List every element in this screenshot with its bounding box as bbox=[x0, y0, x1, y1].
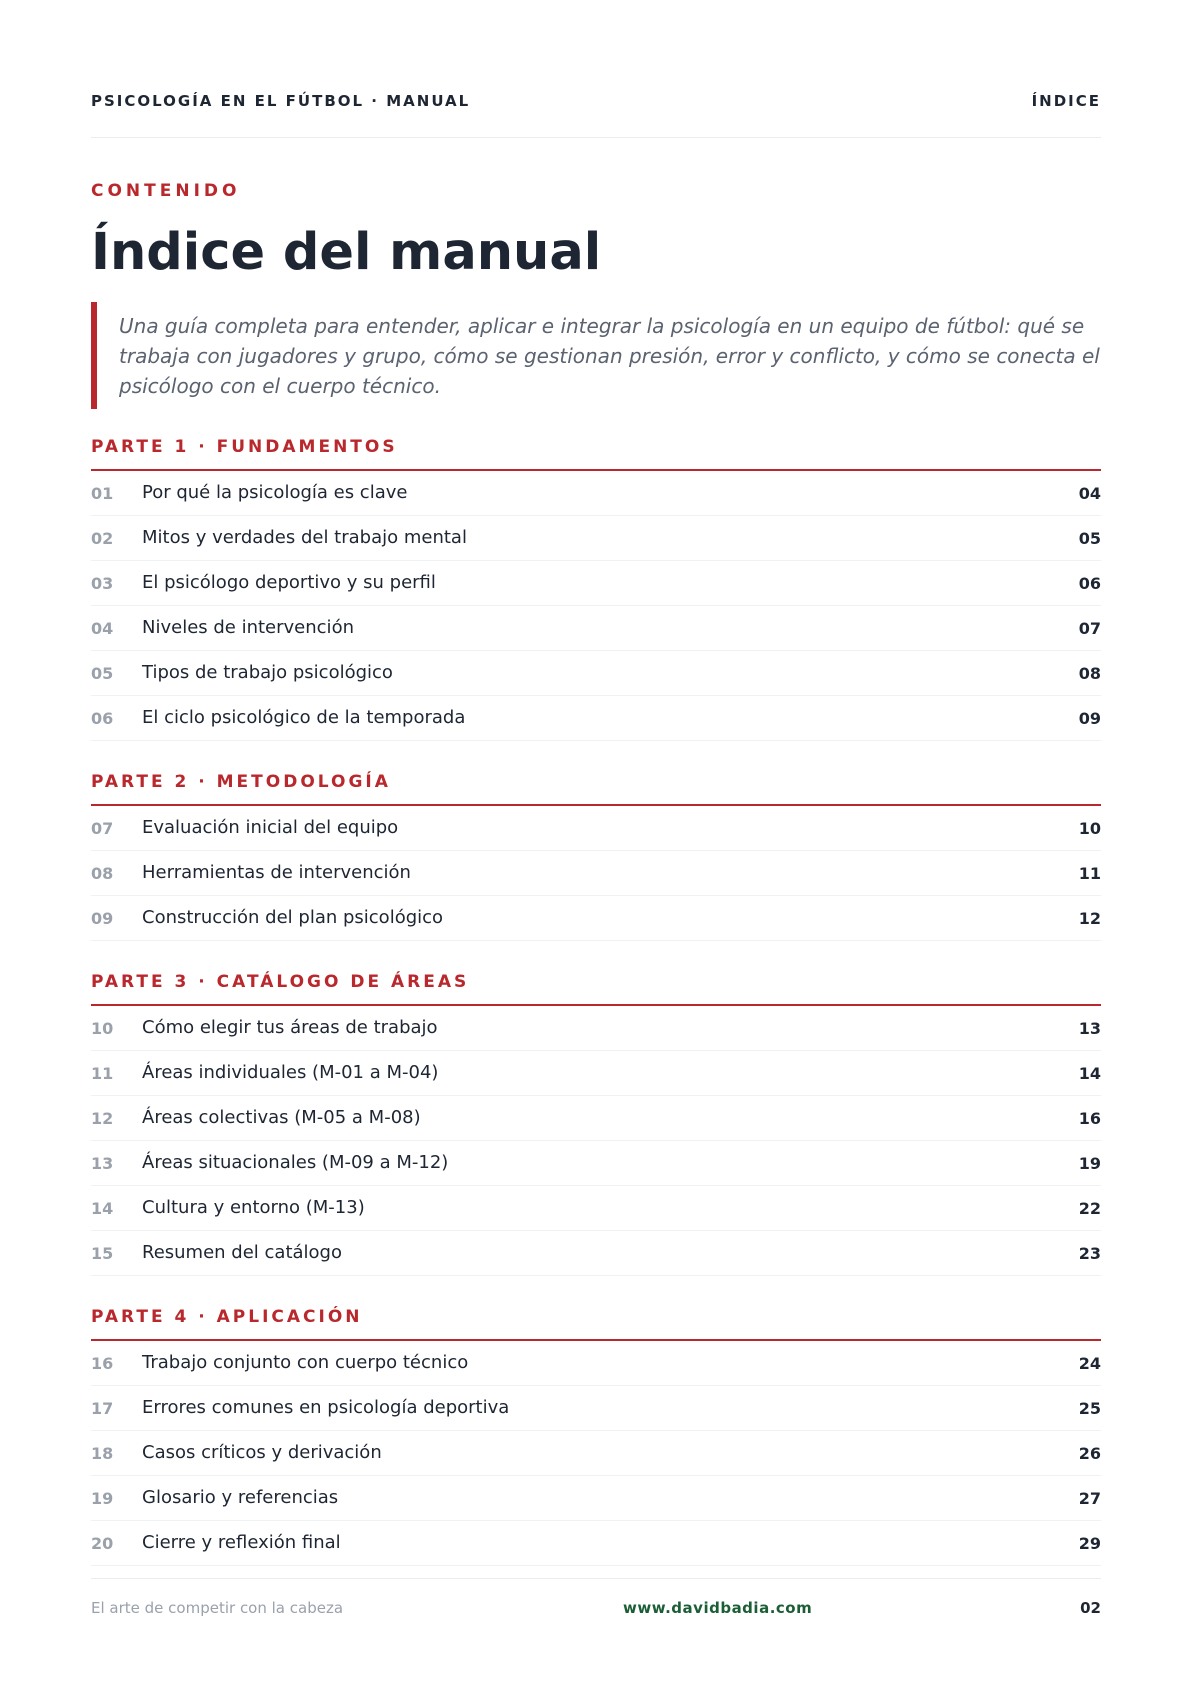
entry-number: 07 bbox=[91, 819, 114, 838]
entry-number: 10 bbox=[91, 1019, 114, 1038]
entry-number: 01 bbox=[91, 484, 114, 503]
entry-page: 29 bbox=[1078, 1534, 1101, 1553]
toc-entry[interactable] bbox=[91, 1006, 1101, 1051]
entry-title: Glosario y referencias bbox=[142, 1487, 339, 1508]
entry-title: Herramientas de intervención bbox=[142, 862, 411, 883]
entry-number: 05 bbox=[91, 664, 114, 683]
page-footer bbox=[91, 1599, 1101, 1621]
entry-title: Errores comunes en psicología deportiva bbox=[142, 1397, 510, 1418]
part-heading bbox=[91, 764, 1101, 806]
part-heading-label: PARTE 4 · APLICACIÓN bbox=[91, 1307, 363, 1327]
toc-entry[interactable] bbox=[91, 561, 1101, 606]
part-heading bbox=[91, 964, 1101, 1006]
entry-title: Áreas individuales (M-01 a M-04) bbox=[142, 1062, 439, 1083]
entry-page: 25 bbox=[1078, 1399, 1101, 1418]
entry-number: 02 bbox=[91, 529, 114, 548]
footer-website-link[interactable]: www.davidbadia.com bbox=[623, 1599, 813, 1617]
toc-entry[interactable] bbox=[91, 606, 1101, 651]
entry-page: 07 bbox=[1078, 619, 1101, 638]
entry-page: 04 bbox=[1078, 484, 1101, 503]
entry-page: 05 bbox=[1078, 529, 1101, 548]
toc-part-2 bbox=[91, 764, 1101, 941]
toc-part-4 bbox=[91, 1299, 1101, 1566]
entry-page: 12 bbox=[1078, 909, 1101, 928]
footer-tagline: El arte de competir con la cabeza bbox=[91, 1599, 344, 1617]
part-heading-label: PARTE 3 · CATÁLOGO DE ÁREAS bbox=[91, 972, 470, 992]
entry-page: 09 bbox=[1078, 709, 1101, 728]
entry-page: 22 bbox=[1078, 1199, 1101, 1218]
toc-entry[interactable] bbox=[91, 1476, 1101, 1521]
entry-page: 13 bbox=[1078, 1019, 1101, 1038]
page-title: Índice del manual bbox=[91, 223, 602, 282]
entry-title: Mitos y verdades del trabajo mental bbox=[142, 527, 467, 548]
part-heading bbox=[91, 1299, 1101, 1341]
entry-page: 16 bbox=[1078, 1109, 1101, 1128]
toc-entry[interactable] bbox=[91, 1141, 1101, 1186]
toc-entry[interactable] bbox=[91, 1431, 1101, 1476]
entry-number: 08 bbox=[91, 864, 114, 883]
entry-title: Áreas colectivas (M-05 a M-08) bbox=[142, 1107, 421, 1128]
entry-title: El ciclo psicológico de la temporada bbox=[142, 707, 466, 728]
entry-number: 12 bbox=[91, 1109, 114, 1128]
toc-entry[interactable] bbox=[91, 516, 1101, 561]
toc-entry[interactable] bbox=[91, 1186, 1101, 1231]
entry-title: Construcción del plan psicológico bbox=[142, 907, 444, 928]
toc-entry[interactable] bbox=[91, 1341, 1101, 1386]
entry-title: Casos críticos y derivación bbox=[142, 1442, 382, 1463]
toc-entry[interactable] bbox=[91, 851, 1101, 896]
entry-number: 20 bbox=[91, 1534, 114, 1553]
footer-divider bbox=[91, 1578, 1101, 1579]
toc-entry[interactable] bbox=[91, 1386, 1101, 1431]
entry-title: Evaluación inicial del equipo bbox=[142, 817, 399, 838]
entry-title: El psicólogo deportivo y su perfil bbox=[142, 572, 436, 593]
entry-title: Tipos de trabajo psicológico bbox=[142, 662, 393, 683]
toc-part-1 bbox=[91, 429, 1101, 741]
entry-title: Trabajo conjunto con cuerpo técnico bbox=[142, 1352, 469, 1373]
entry-number: 14 bbox=[91, 1199, 114, 1218]
entry-title: Niveles de intervención bbox=[142, 617, 354, 638]
manual-page bbox=[91, 0, 1101, 1683]
entry-page: 27 bbox=[1078, 1489, 1101, 1508]
toc-entry[interactable] bbox=[91, 1521, 1101, 1566]
eyebrow-label: CONTENIDO bbox=[91, 181, 241, 201]
toc-entry[interactable] bbox=[91, 1096, 1101, 1141]
entry-page: 26 bbox=[1078, 1444, 1101, 1463]
entry-title: Áreas situacionales (M-09 a M-12) bbox=[142, 1152, 449, 1173]
toc-entry[interactable] bbox=[91, 806, 1101, 851]
entry-number: 09 bbox=[91, 909, 114, 928]
page-header bbox=[91, 92, 1101, 112]
entry-title: Cierre y reflexión final bbox=[142, 1532, 341, 1553]
entry-title: Cómo elegir tus áreas de trabajo bbox=[142, 1017, 438, 1038]
header-divider bbox=[91, 137, 1101, 138]
section-label: ÍNDICE bbox=[1031, 92, 1101, 110]
toc-part-3 bbox=[91, 964, 1101, 1276]
part-heading-label: PARTE 1 · FUNDAMENTOS bbox=[91, 437, 398, 457]
entry-page: 06 bbox=[1078, 574, 1101, 593]
toc-entry[interactable] bbox=[91, 696, 1101, 741]
intro-quote bbox=[91, 302, 1101, 409]
entry-number: 18 bbox=[91, 1444, 114, 1463]
toc-entry[interactable] bbox=[91, 1231, 1101, 1276]
entry-number: 11 bbox=[91, 1064, 114, 1083]
entry-number: 17 bbox=[91, 1399, 114, 1418]
entry-page: 11 bbox=[1078, 864, 1101, 883]
entry-number: 16 bbox=[91, 1354, 114, 1373]
toc-entry[interactable] bbox=[91, 471, 1101, 516]
entry-title: Por qué la psicología es clave bbox=[142, 482, 408, 503]
entry-number: 04 bbox=[91, 619, 114, 638]
part-heading bbox=[91, 429, 1101, 471]
entry-number: 19 bbox=[91, 1489, 114, 1508]
entry-title: Resumen del catálogo bbox=[142, 1242, 342, 1263]
entry-number: 03 bbox=[91, 574, 114, 593]
entry-title: Cultura y entorno (M-13) bbox=[142, 1197, 365, 1218]
entry-page: 24 bbox=[1078, 1354, 1101, 1373]
entry-page: 14 bbox=[1078, 1064, 1101, 1083]
part-heading-label: PARTE 2 · METODOLOGÍA bbox=[91, 772, 391, 792]
toc-entry[interactable] bbox=[91, 896, 1101, 941]
intro-text: Una guía completa para entender, aplicar e integrar la psicología en un equipo de fútbol: qué se trabaja con jugadores y grupo, cómo se gestionan presión, error y conflicto, y cómo se conecta el psicólogo con el cuerpo técnico. bbox=[119, 314, 1100, 398]
entry-page: 08 bbox=[1078, 664, 1101, 683]
running-title: PSICOLOGÍA EN EL FÚTBOL · MANUAL bbox=[91, 92, 471, 110]
entry-number: 15 bbox=[91, 1244, 114, 1263]
page-number: 02 bbox=[1080, 1599, 1101, 1617]
toc-entry[interactable] bbox=[91, 651, 1101, 696]
entry-number: 13 bbox=[91, 1154, 114, 1173]
toc-entry[interactable] bbox=[91, 1051, 1101, 1096]
entry-page: 23 bbox=[1078, 1244, 1101, 1263]
entry-page: 10 bbox=[1078, 819, 1101, 838]
entry-number: 06 bbox=[91, 709, 114, 728]
entry-page: 19 bbox=[1078, 1154, 1101, 1173]
